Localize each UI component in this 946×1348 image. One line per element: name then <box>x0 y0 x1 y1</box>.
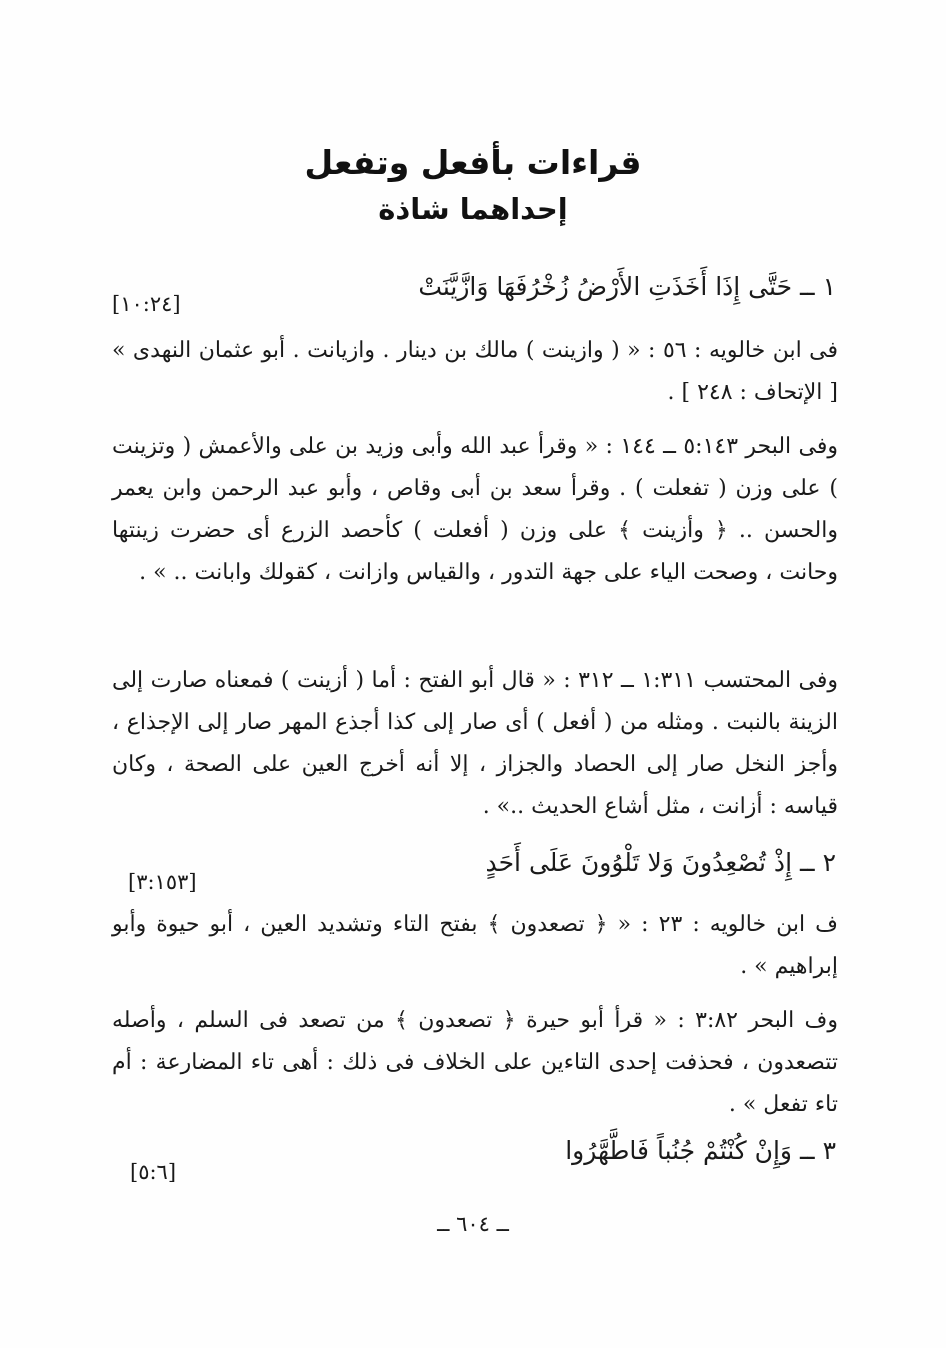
paragraph-2-2: وف البحر ٣:٨٢ : « قرأ أبو حيرة ﴿ تصعدون ﴾ من تصعد فى السلم ، وأصله تتصعدون ، فحذفت إحدى التاءين على الخلاف فى ذلك : أهى تاء المضارعة : أم تاء تفعل » . <box>112 1008 838 1117</box>
verse-2: ٢ ــ إِذْ تُصْعِدُونَ وَلا تَلْوُونَ عَلَى أَحَدٍ <box>485 848 836 877</box>
verse-1: ١ ــ حَتَّى إِذَا أَخَذَتِ الأَرْضُ زُخْرُفَهَا وَازَّيَّنَتْ <box>418 272 836 301</box>
paragraph-1-3: وفى المحتسب ١:٣١١ ــ ٣١٢ : « قال أبو الفتح : أما ( أزينت ) فمعناه صارت إلى الزينة بالنبت . ومثله من ( أفعل ) أى صار إلى كذا أجذع المهر صار إلى الإجذاع ، وأجز النخل صار إلى الحصاد والجزاز ، إلا أنه أخرج العين على الصحة ، وكان قياسه : أزانت ، مثل أشاع الحديث ..» . <box>112 668 838 819</box>
page-subtitle: إحداهما شاذة <box>378 192 568 226</box>
verse-3: ٣ ــ وَإِنْ كُنْتُمْ جُنُباً فَاطَّهَّرُوا <box>565 1136 836 1165</box>
verse-2-reference: [٣:١٥٣] <box>128 870 197 894</box>
paragraph-1-1: فى ابن خالويه : ٥٦ : « ( وازينت ) مالك بن دينار . وازيانت . أبو عثمان النهدى » [ الإتحاف : ٢٤٨ ] . <box>112 338 839 405</box>
verse-1-reference: [١٠:٢٤] <box>112 292 181 316</box>
paragraph-2-1: ف ابن خالويه : ٢٣ : « ﴿ تصعدون ﴾ بفتح التاء وتشديد العين ، أبو حيوة وأبو إبراهيم » . <box>112 912 838 979</box>
page-title: قراءات بأفعل وتفعل <box>304 143 642 182</box>
page-number: ــ ٦٠٤ ــ <box>437 1212 509 1236</box>
paragraph-1-2: وفى البحر ٥:١٤٣ ــ ١٤٤ : « وقرأ عبد الله وأبى وزيد بن على والأعمش ( وتزينت ) على وزن ( تفعلت ) . وقرأ سعد بن أبى وقاص ، وأبو عبد الرحمن وابن يعمر والحسن .. ﴿ وأزينت ﴾ على وزن ( أفعلت ) كأحصد الزرع أى حضرت زينتها وحانت ، وصحت الياء على جهة التدور ، والقياس وازانت ، كقولك وابانت .. » . <box>112 434 838 585</box>
verse-3-reference: [٥:٦] <box>130 1160 177 1184</box>
